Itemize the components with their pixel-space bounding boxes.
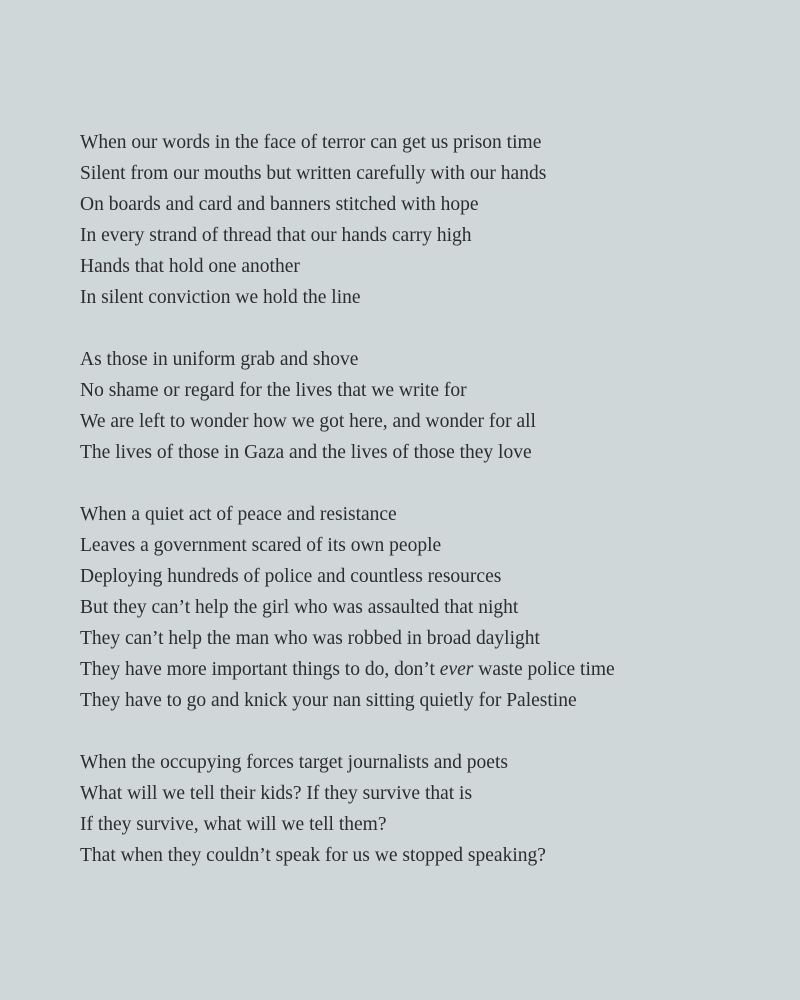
line-text-before: They have more important things to do, don’t <box>80 659 440 680</box>
poem-line: Deploying hundreds of police and countless resources <box>80 566 502 587</box>
stanza-1 <box>80 127 780 313</box>
stanza-2 <box>80 344 780 468</box>
poem-line: Hands that hold one another <box>80 256 300 277</box>
poem-line: When the occupying forces target journalists and poets <box>80 752 508 773</box>
poem <box>80 127 780 902</box>
poem-line: On boards and card and banners stitched with hope <box>80 194 479 215</box>
poem-line: As those in uniform grab and shove <box>80 349 359 370</box>
poem-line: When our words in the face of terror can get us prison time <box>80 132 542 153</box>
poem-line: In silent conviction we hold the line <box>80 287 361 308</box>
poem-line: When a quiet act of peace and resistance <box>80 504 397 525</box>
poem-line: No shame or regard for the lives that we write for <box>80 380 467 401</box>
line-text-after: waste police time <box>473 659 615 680</box>
poem-line: Silent from our mouths but written carefully with our hands <box>80 163 547 184</box>
poem-line: What will we tell their kids? If they survive that is <box>80 783 473 804</box>
poem-line: That when they couldn’t speak for us we stopped speaking? <box>80 845 546 866</box>
poem-line: In every strand of thread that our hands carry high <box>80 225 472 246</box>
poem-line: The lives of those in Gaza and the lives of those they love <box>80 442 532 463</box>
poem-line: But they can’t help the girl who was assaulted that night <box>80 597 519 618</box>
poem-line: If they survive, what will we tell them? <box>80 814 387 835</box>
poem-line-with-emphasis <box>80 654 780 685</box>
poem-line: We are left to wonder how we got here, and wonder for all <box>80 411 536 432</box>
poem-line: They have to go and knick your nan sitting quietly for Palestine <box>80 690 577 711</box>
stanza-3 <box>80 499 780 716</box>
emphasized-word: ever <box>439 659 474 680</box>
poem-line: They can’t help the man who was robbed in broad daylight <box>80 628 540 649</box>
poem-line: Leaves a government scared of its own people <box>80 535 442 556</box>
stanza-4 <box>80 747 780 871</box>
